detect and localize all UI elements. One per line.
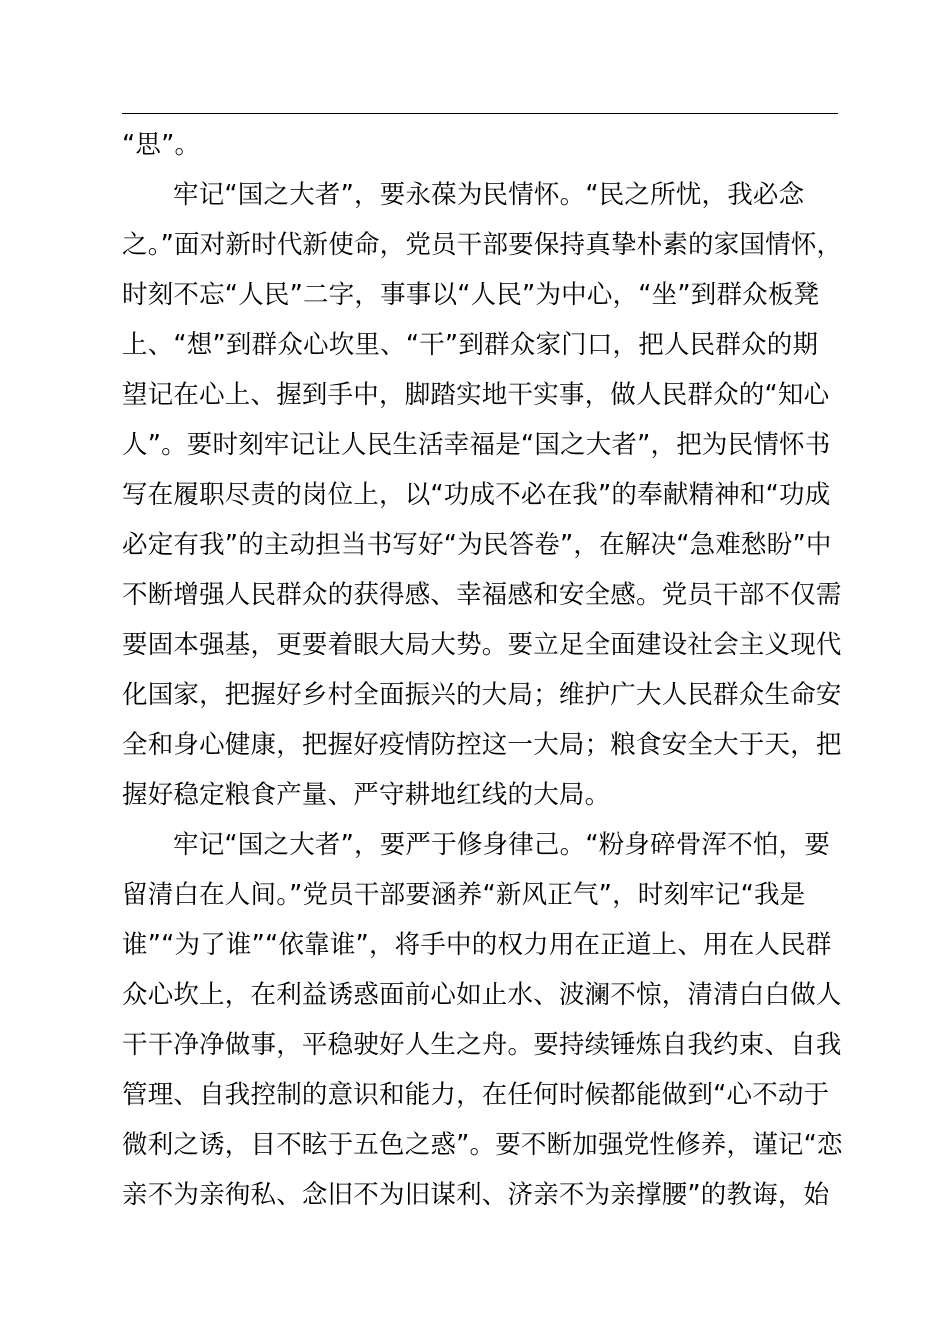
- text-line: 之。”面对新时代新使命，党员干部要保持真挚朴素的家国情怀，: [122, 230, 843, 260]
- paragraph-first-line: 牢记“国之大者”，要永葆为民情怀。“民之所忧，我必念: [173, 180, 805, 210]
- text-line: “思”。: [122, 130, 201, 160]
- text-line: 必定有我”的主动担当书写好“为民答卷”，在解决“急难愁盼”中: [122, 530, 832, 560]
- text-line: 不断增强人民群众的获得感、幸福感和安全感。党员干部不仅需: [122, 580, 842, 610]
- text-line: 时刻不忘“人民”二字，事事以“人民”为中心，“坐”到群众板凳: [122, 280, 820, 310]
- document-body: [122, 120, 842, 1220]
- text-line: 众心坎上，在利益诱惑面前心如止水、波澜不惊，清清白白做人: [122, 980, 842, 1010]
- text-line: 握好稳定粮食产量、严守耕地红线的大局。: [122, 780, 611, 810]
- header-rule: [122, 113, 838, 114]
- text-line: 管理、自我控制的意识和能力，在任何时候都能做到“心不动于: [122, 1080, 830, 1110]
- text-line: 留清白在人间。”党员干部要涵养“新风正气”，时刻牢记“我是: [122, 880, 806, 910]
- text-line: 全和身心健康，把握好疫情防控这一大局；粮食安全大于天，把: [122, 730, 842, 760]
- text-line: 望记在心上、握到手中，脚踏实地干实事，做人民群众的“知心: [122, 380, 830, 410]
- text-line: 化国家，把握好乡村全面振兴的大局；维护广大人民群众生命安: [122, 680, 842, 710]
- text-line: 亲不为亲徇私、念旧不为旧谋利、济亲不为亲撑腰”的教诲，始: [122, 1180, 830, 1210]
- paragraph-first-line: 牢记“国之大者”，要严于修身律己。“粉身碎骨浑不怕，要: [173, 830, 831, 860]
- text-line: 干干净净做事，平稳驶好人生之舟。要持续锤炼自我约束、自我: [122, 1030, 842, 1060]
- text-line: 写在履职尽责的岗位上，以“功成不必在我”的奉献精神和“功成: [122, 480, 831, 510]
- text-line: 人”。要时刻牢记让人民生活幸福是“国之大者”，把为民情怀书: [122, 430, 831, 460]
- text-line: 要固本强基，更要着眼大局大势。要立足全面建设社会主义现代: [122, 630, 842, 660]
- text-line: 谁”“为了谁”“依靠谁”，将手中的权力用在正道上、用在人民群: [122, 930, 832, 960]
- text-line: 上、“想”到群众心坎里、“干”到群众家门口，把人民群众的期: [122, 330, 819, 360]
- text-line: 微利之诱，目不眩于五色之惑”。要不断加强党性修养，谨记“恋: [122, 1130, 843, 1160]
